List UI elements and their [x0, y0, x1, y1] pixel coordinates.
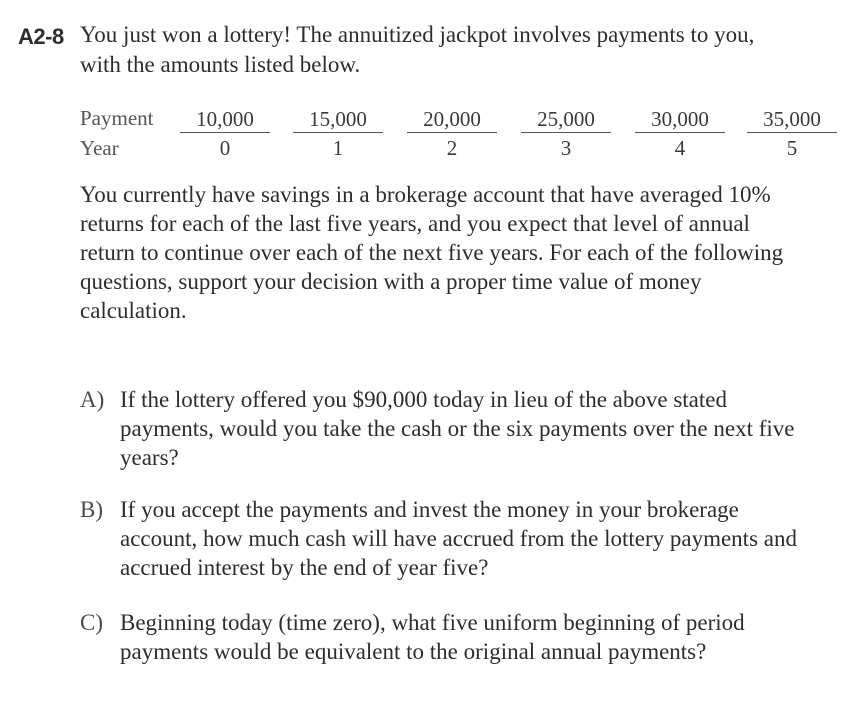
year-cell: 2	[446, 136, 458, 160]
year-cell: 3	[560, 136, 572, 160]
question-c	[80, 608, 800, 666]
question-letter: B)	[80, 497, 103, 522]
year-row	[80, 136, 800, 166]
question-a	[80, 385, 800, 472]
year-cell: 5	[786, 136, 798, 160]
payment-schedule-table	[80, 106, 821, 166]
question-text: If you accept the payments and invest the money in your brokerage account, how much cash will have accrued from the lottery payments and accrued interest by the end of year five?	[120, 497, 797, 580]
context-paragraph: You currently have savings in a brokerage account that have averaged 10% returns for each of the last five years, and you expect that level of annual return to continue over each of the next five years. For each of the following questions, support your decision with a proper time value of money calculation.	[80, 182, 784, 323]
payment-label: Payment	[80, 106, 154, 130]
payment-cell: 30,000	[635, 106, 725, 133]
question-text: Beginning today (time zero), what five uniform beginning of period payments would be equivalent to the original annual payments?	[120, 610, 745, 664]
payment-cell: 15,000	[293, 106, 383, 133]
payment-cell: 10,000	[180, 106, 270, 133]
question-letter: C)	[80, 610, 103, 635]
problem-intro: You just won a lottery! The annuitized jackpot involves payments to you, with the amounts listed below.	[80, 22, 755, 77]
question-letter: A)	[80, 387, 105, 412]
year-cell: 4	[674, 136, 686, 160]
question-b	[80, 495, 800, 582]
payment-cell: 35,000	[747, 106, 837, 133]
payment-row	[80, 106, 821, 136]
year-label: Year	[80, 136, 119, 160]
problem-number: A2-8	[18, 24, 64, 49]
year-cell: 1	[332, 136, 344, 160]
payment-cell: 25,000	[521, 106, 611, 133]
question-text: If the lottery offered you $90,000 today in lieu of the above stated payments, would you take the cash or the six payments over the next five years?	[120, 387, 795, 470]
year-cell: 0	[219, 136, 231, 160]
payment-cell: 20,000	[407, 106, 497, 133]
